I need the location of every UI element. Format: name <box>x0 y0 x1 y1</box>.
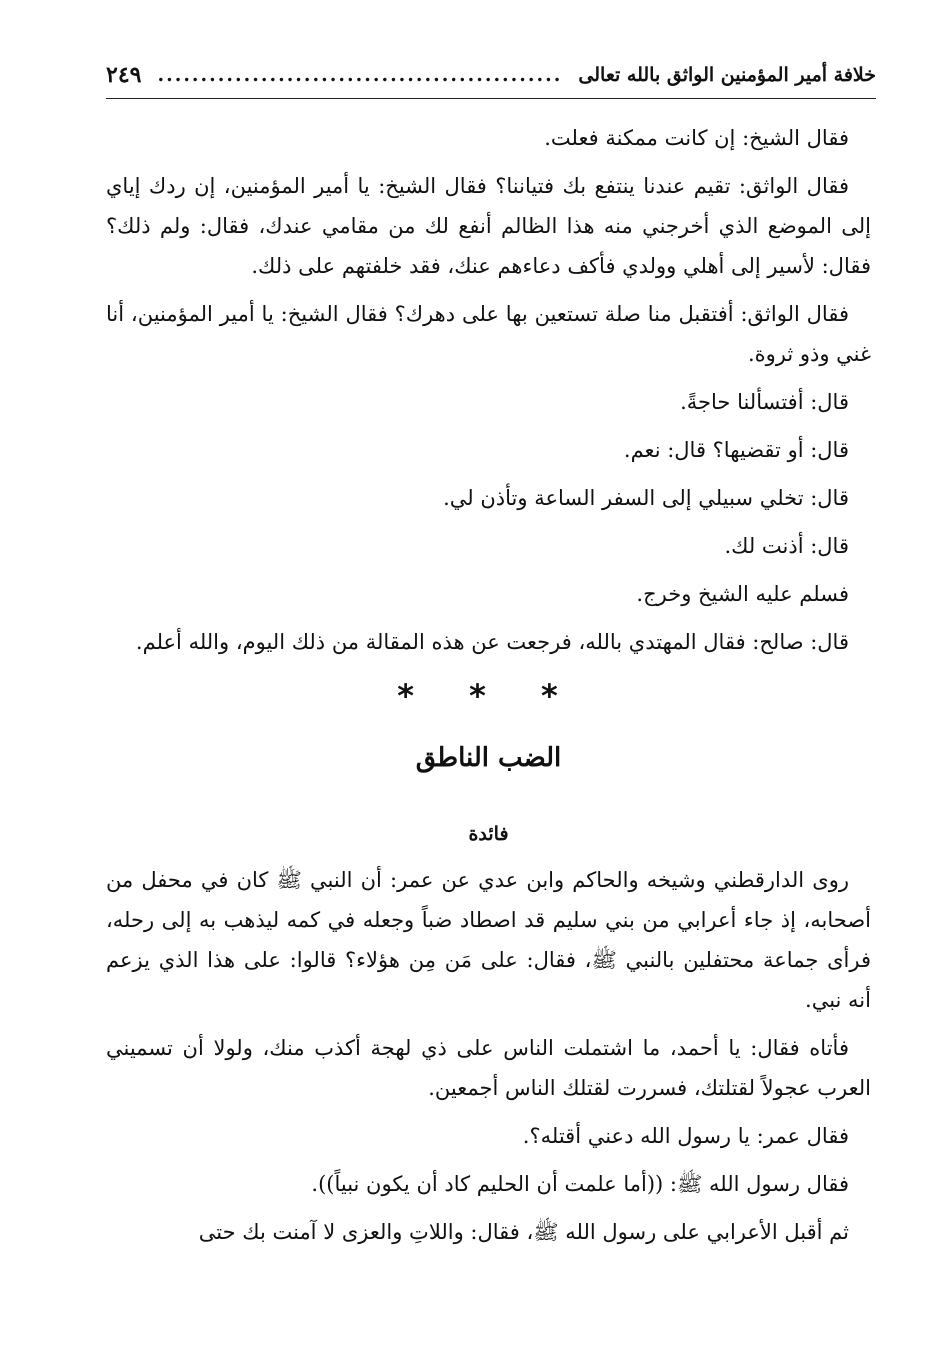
header-leader-dots: ............................................... <box>157 64 563 86</box>
header-title: خلافة أمير المؤمنين الواثق بالله تعالى <box>578 64 876 86</box>
page-number: ٢٤٩ <box>106 62 142 88</box>
paragraph: قال: صالح: فقال المهتدي بالله، فرجعت عن هذه المقالة من ذلك اليوم، والله أعلم. <box>135 630 849 654</box>
paragraph: قال: أذنت لك. <box>724 534 849 558</box>
page-body <box>106 118 871 1260</box>
paragraph: فقال عمر: يا رسول الله دعني أقتله؟. <box>522 1124 849 1148</box>
paragraph: قال: أفتسألنا حاجةً. <box>680 390 849 414</box>
section-title: الضب الناطق <box>415 743 562 773</box>
header-rule <box>106 98 876 99</box>
paragraph: فسلم عليه الشيخ وخرج. <box>636 582 849 606</box>
paragraph: ثم أقبل الأعرابي على رسول الله ﷺ، فقال: واللاتِ والعزى لا آمنت بك حتى <box>198 1220 849 1244</box>
paragraph: فقال رسول الله ﷺ: ((أما علمت أن الحليم كاد أن يكون نبياً)). <box>311 1172 849 1196</box>
paragraph: روى الدارقطني وشيخه والحاكم وابن عدي عن عمر: أن النبي ﷺ كان في محفل من أصحابه، إذ جاء أعرابي من بني سليم قد اصطاد ضباً وجعله في كمه ليذهب به إلى رحله، فرأى جماعة محتفلين بالنبي ﷺ، فقال: على مَن مِن هؤلاء؟ قالوا: على هذا الذي يزعم أنه نبي. <box>106 868 871 1012</box>
paragraph: قال: أو تقضيها؟ قال: نعم. <box>623 438 849 462</box>
running-header <box>106 58 876 92</box>
paragraph: فقال الواثق: تقيم عندنا ينتفع بك فتياننا؟ فقال الشيخ: يا أمير المؤمنين، إن ردك إياي إلى الموضع الذي أخرجني منه هذا الظالم أنفع لك من مقامي عندك، فقال: ولم ذلك؟ فقال: لأسير إلى أهلي وولدي فأكف دعاءهم عنك، فقد خلفتهم على ذلك. <box>106 174 871 278</box>
section-subtitle: فائدة <box>468 823 509 845</box>
paragraph: فأتاه فقال: يا أحمد، ما اشتملت الناس على ذي لهجة أكذب منك، ولولا أن تسميني العرب عجولاً لقتلتك، فسررت لقتلك الناس أجمعين. <box>106 1036 871 1100</box>
paragraph: فقال الواثق: أفتقبل منا صلة تستعين بها على دهرك؟ فقال الشيخ: يا أمير المؤمنين، أنا غني وذو ثروة. <box>106 302 871 366</box>
paragraph: قال: تخلي سبيلي إلى السفر الساعة وتأذن لي. <box>443 486 849 510</box>
section-separator: * * * <box>397 677 580 715</box>
paragraph: فقال الشيخ: إن كانت ممكنة فعلت. <box>544 126 849 150</box>
